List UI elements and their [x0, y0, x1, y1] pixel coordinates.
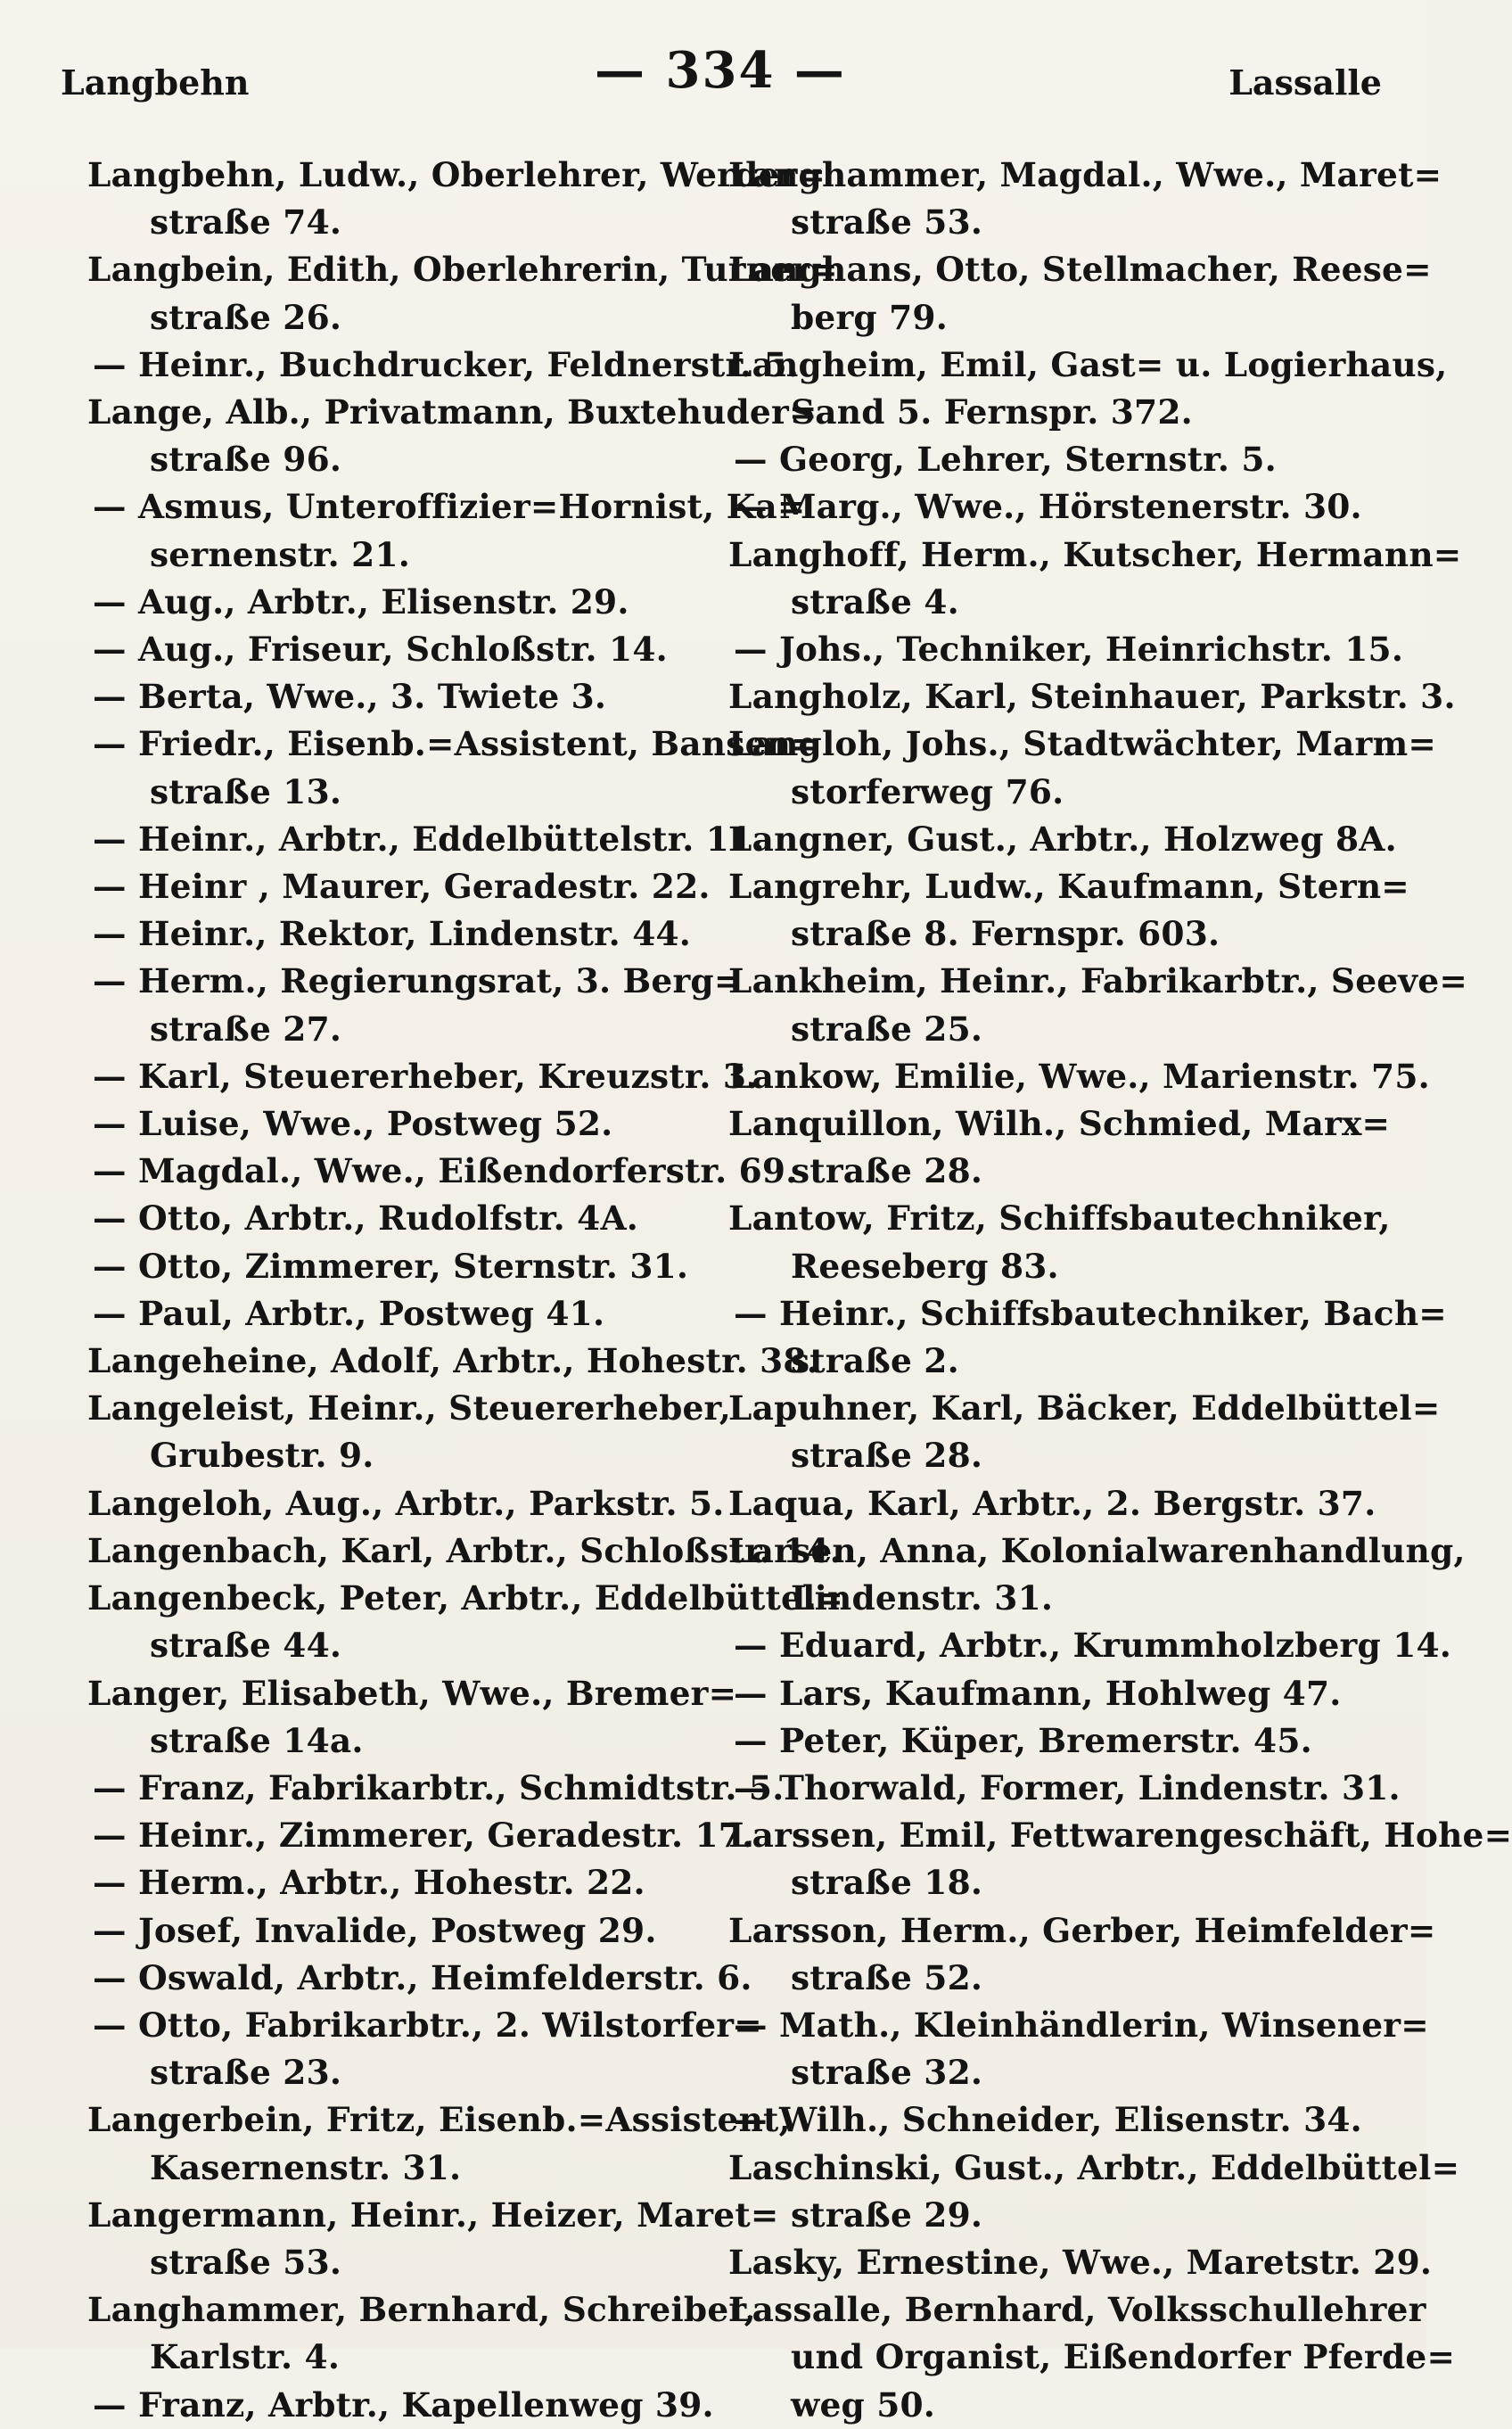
entry-line: straße 13. — [150, 771, 342, 811]
directory-entry — [87, 579, 694, 626]
directory-entry — [87, 1338, 818, 1385]
entry-line: — Aug., Friseur, Schloßstr. 14. — [93, 630, 668, 670]
directory-entry — [87, 1148, 798, 1195]
directory-entry — [87, 1527, 842, 1575]
entry-line: straße 8. Fernspr. 603. — [791, 914, 1220, 954]
entry-line: Langeleist, Heinr., Steuererheber, — [87, 1388, 732, 1429]
entry-line: — Oswald, Arbtr., Heimfelderstr. 6. — [93, 1957, 752, 1997]
entry-line: Langrehr, Ludw., Kaufmann, Stern= — [728, 867, 1409, 907]
entry-line: — Heinr., Rektor, Lindenstr. 44. — [93, 914, 692, 954]
directory-entry — [87, 1670, 737, 1765]
entry-line: — Eduard, Arbtr., Krummholzberg 14. — [734, 1626, 1452, 1666]
entry-line: straße 2. — [791, 1341, 959, 1381]
directory-entry — [87, 1195, 694, 1242]
entry-line: Karlstr. 4. — [150, 2337, 341, 2377]
directory-entry — [728, 1670, 1402, 1717]
directory-entry — [728, 1907, 1436, 2002]
directory-entry — [728, 436, 1402, 483]
entry-line: — Math., Kleinhändlerin, Winsener= — [734, 2005, 1429, 2045]
entry-line: Lange, Alb., Privatmann, Buxtehuder= — [87, 392, 818, 432]
entry-line: Langermann, Heinr., Heizer, Maret= — [87, 2194, 779, 2235]
directory-entry — [728, 1622, 1452, 1669]
directory-entry — [728, 626, 1402, 673]
entry-line: — Franz, Fabrikarbtr., Schmidtstr. 5. — [93, 1767, 785, 1807]
entry-line: — Asmus, Unteroffizier=Hornist, Ka= — [93, 487, 806, 527]
directory-entry — [87, 626, 694, 673]
directory-entry — [87, 1480, 725, 1527]
entry-line: Laqua, Karl, Arbtr., 2. Bergstr. 37. — [728, 1483, 1376, 1523]
entry-line: — Marg., Wwe., Hörstenerstr. 30. — [734, 487, 1362, 527]
directory-entry — [87, 673, 694, 720]
directory-entry — [728, 1812, 1512, 1906]
entry-line: Larsen, Anna, Kolonialwarenhandlung, — [728, 1530, 1466, 1570]
directory-entry — [87, 1575, 844, 1669]
entry-line: Sand 5. Fernspr. 372. — [791, 392, 1193, 432]
directory-entry — [728, 1195, 1402, 1289]
entry-line: Lasky, Ernestine, Wwe., Maretstr. 29. — [728, 2242, 1433, 2282]
directory-entry — [87, 2382, 714, 2429]
directory-entry — [728, 673, 1456, 720]
entry-line: — Heinr., Zimmerer, Geradestr. 17. — [93, 1816, 754, 1856]
right-column — [707, 152, 1512, 2425]
directory-entry — [87, 2192, 779, 2286]
directory-entry — [87, 483, 806, 578]
entry-line: straße 44. — [150, 1626, 342, 1666]
entry-line: Langeloh, Aug., Arbtr., Parkstr. 5. — [87, 1483, 725, 1523]
entry-line: Lankheim, Heinr., Fabrikarbtr., Seeve= — [728, 961, 1467, 1001]
header-right-keyword: Lassalle — [1228, 62, 1382, 103]
entry-line: straße 53. — [150, 2242, 342, 2282]
directory-entry — [87, 1765, 785, 1812]
entry-line: — Otto, Fabrikarbtr., 2. Wilstorfer= — [93, 2005, 762, 2045]
directory-entry — [87, 910, 694, 958]
directory-entry — [728, 1717, 1402, 1765]
entry-line: Grubestr. 9. — [150, 1436, 374, 1476]
entry-line: Langer, Elisabeth, Wwe., Bremer= — [87, 1673, 737, 1713]
entry-line: storferweg 76. — [791, 771, 1064, 811]
directory-entry — [87, 958, 743, 1052]
entry-line: Langloh, Johs., Stadtwächter, Marm= — [728, 724, 1436, 764]
directory-entry — [728, 720, 1436, 815]
entry-line: Reeseberg 83. — [791, 1246, 1059, 1286]
directory-entry — [87, 342, 800, 389]
entry-line: straße 25. — [791, 1009, 983, 1049]
header-left-keyword: Langbehn — [61, 62, 250, 103]
entry-line: straße 26. — [150, 297, 342, 337]
entry-line: Laschinski, Gust., Arbtr., Eddelbüttel= — [728, 2147, 1460, 2187]
directory-entry — [728, 1385, 1441, 1479]
directory-entry — [728, 816, 1402, 863]
entry-line: — Lars, Kaufmann, Hohlweg 47. — [734, 1673, 1342, 1713]
entry-line: — Magdal., Wwe., Eißendorferstr. 69. — [93, 1151, 798, 1191]
entry-line: weg 50. — [791, 2384, 936, 2425]
entry-line: straße 28. — [791, 1436, 983, 1476]
directory-entry — [87, 2096, 791, 2191]
entry-line: — Johs., Techniker, Heinrichstr. 15. — [734, 630, 1404, 670]
directory-entry — [87, 1053, 759, 1100]
directory-entry — [87, 246, 838, 341]
entry-line: Lindenstr. 31. — [791, 1578, 1054, 1618]
page-header — [52, 27, 1389, 107]
directory-entry — [87, 720, 819, 815]
directory-entry — [87, 389, 818, 483]
entry-line: Lankow, Emilie, Wwe., Marienstr. 75. — [728, 1056, 1430, 1096]
directory-entry — [728, 2145, 1460, 2239]
entry-line: straße 52. — [791, 1957, 983, 1997]
entry-line: sernenstr. 21. — [150, 534, 411, 574]
directory-entry — [87, 2286, 756, 2381]
directory-entry — [87, 2002, 762, 2096]
directory-entry — [728, 2002, 1429, 2096]
entry-line: straße 18. — [791, 1863, 983, 1903]
entry-line: straße 14a. — [150, 1720, 364, 1760]
entry-line: Langhoff, Herm., Kutscher, Hermann= — [728, 534, 1462, 574]
entry-line: — Heinr., Arbtr., Eddelbüttelstr. 11. — [93, 819, 765, 859]
directory-entry — [728, 246, 1432, 341]
entry-line: — Herm., Arbtr., Hohestr. 22. — [93, 1863, 645, 1903]
entry-line: straße 28. — [791, 1151, 983, 1191]
entry-line: Langeheine, Adolf, Arbtr., Hohestr. 38. — [87, 1341, 818, 1381]
entry-line: straße 23. — [150, 2053, 342, 2093]
directory-entry — [728, 2286, 1456, 2429]
entry-line: Langenbach, Karl, Arbtr., Schloßstr. 14. — [87, 1530, 842, 1570]
directory-entry — [728, 483, 1402, 531]
entry-line: Lanquillon, Wilh., Schmied, Marx= — [728, 1104, 1391, 1144]
entry-line: — Heinr., Schiffsbautechniker, Bach= — [734, 1293, 1447, 1333]
left-column — [52, 152, 844, 2425]
entry-line: und Organist, Eißendorfer Pferde= — [791, 2337, 1456, 2377]
directory-entry — [728, 2096, 1402, 2144]
directory-entry — [728, 1100, 1402, 1195]
page-number: — 334 — — [595, 41, 846, 100]
entry-line: — Aug., Arbtr., Elisenstr. 29. — [93, 581, 629, 622]
entry-line: — Karl, Steuererheber, Kreuzstr. 3. — [93, 1056, 759, 1096]
entry-line: berg 79. — [791, 297, 948, 337]
directory-entry — [87, 1290, 694, 1338]
entry-line: straße 96. — [150, 440, 342, 480]
directory-entry — [728, 863, 1409, 958]
directory-entry — [728, 1053, 1430, 1100]
directory-entry — [87, 1385, 732, 1479]
directory-entry — [87, 863, 711, 910]
entry-line: Langholz, Karl, Steinhauer, Parkstr. 3. — [728, 677, 1456, 717]
entry-line: Larsson, Herm., Gerber, Heimfelder= — [728, 1910, 1436, 1950]
directory-entry — [87, 1955, 752, 2002]
entry-line: — Otto, Zimmerer, Sternstr. 31. — [93, 1246, 689, 1286]
directory-entry — [728, 531, 1462, 626]
entry-line: Kasernenstr. 31. — [150, 2147, 462, 2187]
directory-entry — [728, 152, 1442, 246]
directory-entry — [87, 816, 765, 863]
directory-entry — [87, 1243, 694, 1290]
entry-line: Lapuhner, Karl, Bäcker, Eddelbüttel= — [728, 1388, 1441, 1429]
entry-line: — Paul, Arbtr., Postweg 41. — [93, 1293, 605, 1333]
entry-line: — Peter, Küper, Bremerstr. 45. — [734, 1720, 1312, 1760]
entry-line: — Thorwald, Former, Lindenstr. 31. — [734, 1767, 1401, 1807]
entry-line: — Heinr., Buchdrucker, Feldnerstr. 5. — [93, 344, 800, 384]
directory-entry — [728, 1480, 1402, 1527]
entry-line: — Friedr., Eisenb.=Assistent, Bansen= — [93, 724, 819, 764]
directory-entry — [87, 1907, 694, 1955]
entry-line: — Heinr , Maurer, Geradestr. 22. — [93, 867, 711, 907]
entry-line: Langbehn, Ludw., Oberlehrer, Werder= — [87, 155, 826, 194]
entry-line: — Josef, Invalide, Postweg 29. — [93, 1910, 657, 1950]
directory-entry — [87, 1859, 694, 1906]
entry-line: — Georg, Lehrer, Sternstr. 5. — [734, 440, 1277, 480]
two-column-body — [52, 152, 1512, 2425]
directory-entry — [87, 1100, 694, 1148]
entry-line: Langerbein, Fritz, Eisenb.=Assistent, — [87, 2100, 791, 2140]
entry-line: Larssen, Emil, Fettwarengeschäft, Hohe= — [728, 1816, 1512, 1856]
entry-line: — Franz, Arbtr., Kapellenweg 39. — [93, 2384, 714, 2425]
directory-entry — [728, 2239, 1433, 2286]
entry-line: straße 74. — [150, 202, 342, 243]
directory-entry — [728, 1290, 1447, 1385]
entry-line: Langbein, Edith, Oberlehrerin, Turner= — [87, 250, 838, 290]
entry-line: straße 4. — [791, 581, 959, 622]
entry-line: Langenbeck, Peter, Arbtr., Eddelbüttel= — [87, 1578, 844, 1618]
entry-line: Langhans, Otto, Stellmacher, Reese= — [728, 250, 1432, 290]
entry-line: — Luise, Wwe., Postweg 52. — [93, 1104, 613, 1144]
entry-line: — Otto, Arbtr., Rudolfstr. 4A. — [93, 1198, 639, 1239]
entry-line: — Herm., Regierungsrat, 3. Berg= — [93, 961, 743, 1001]
entry-line: Lassalle, Bernhard, Volksschullehrer — [728, 2290, 1426, 2330]
entry-line: — Berta, Wwe., 3. Twiete 3. — [93, 677, 607, 717]
entry-line: straße 53. — [791, 202, 983, 243]
entry-line: Langner, Gust., Arbtr., Holzweg 8A. — [728, 819, 1397, 859]
entry-line: straße 32. — [791, 2053, 983, 2093]
entry-line: — Wilh., Schneider, Elisenstr. 34. — [734, 2100, 1362, 2140]
entry-line: straße 27. — [150, 1009, 342, 1049]
entry-line: Lantow, Fritz, Schiffsbautechniker, — [728, 1198, 1391, 1239]
directory-entry — [87, 1812, 754, 1859]
directory-entry — [728, 342, 1448, 436]
directory-entry — [728, 1765, 1402, 1812]
entry-line: straße 29. — [791, 2194, 983, 2235]
directory-entry — [87, 152, 826, 246]
entry-line: Langheim, Emil, Gast= u. Logierhaus, — [728, 344, 1448, 384]
entry-line: Langhammer, Bernhard, Schreiber, — [87, 2290, 756, 2330]
directory-entry — [728, 1527, 1466, 1622]
directory-entry — [728, 958, 1467, 1052]
entry-line: Langhammer, Magdal., Wwe., Maret= — [728, 155, 1442, 194]
